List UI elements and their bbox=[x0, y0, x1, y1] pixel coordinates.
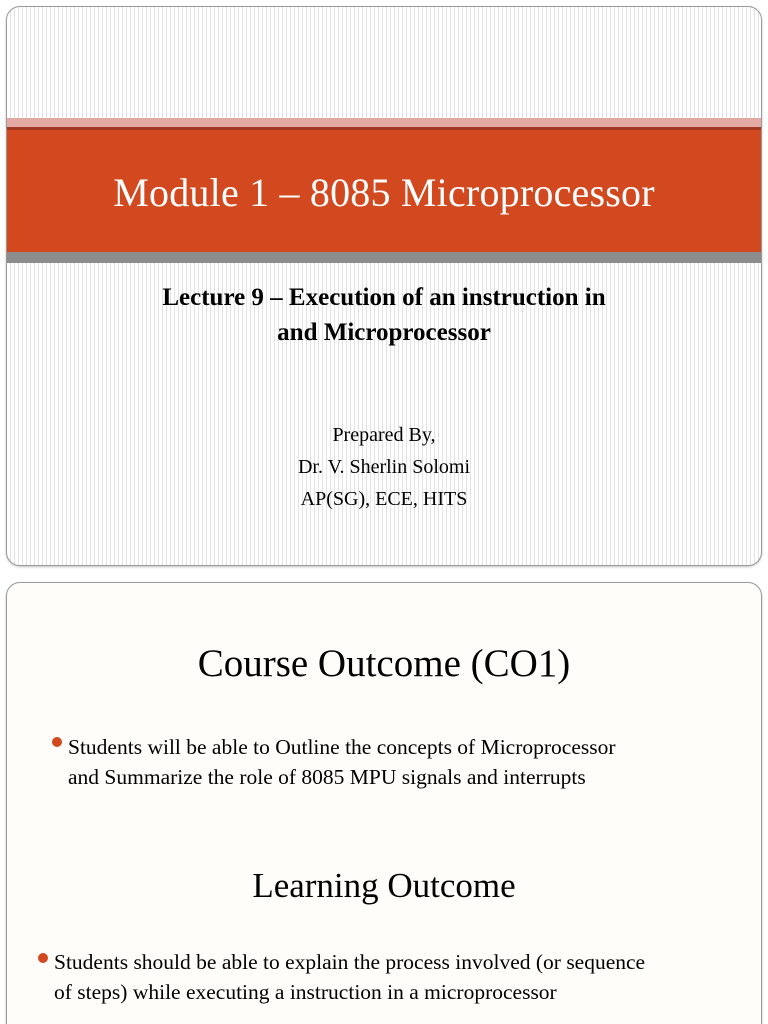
author-name: Dr. V. Sherlin Solomi bbox=[297, 456, 471, 478]
bullet-dot-icon bbox=[38, 953, 48, 963]
title-banner bbox=[7, 130, 761, 252]
lecture-subtitle bbox=[7, 280, 761, 350]
course-outcome-bullet bbox=[68, 732, 616, 792]
learning-outcome-heading: Learning Outcome bbox=[252, 866, 516, 905]
lecture-line-2: and Microprocessor bbox=[277, 319, 491, 346]
title-slide bbox=[6, 6, 762, 566]
decorative-band-light bbox=[7, 118, 761, 127]
prepared-by-label: Prepared By, bbox=[332, 424, 436, 446]
learning-outcome-line-1: Students should be able to explain the process involved (or sequence bbox=[54, 950, 646, 974]
decorative-band-gray bbox=[7, 252, 761, 263]
slide-title: Module 1 – 8085 Microprocessor bbox=[113, 169, 655, 215]
author-block bbox=[7, 419, 761, 515]
bullet-dot-icon bbox=[52, 737, 62, 747]
learning-outcome-bullet bbox=[54, 947, 645, 1007]
course-outcome-line-1: Students will be able to Outline the concepts of Microprocessor bbox=[68, 735, 616, 759]
outcomes-slide bbox=[6, 582, 762, 1024]
learning-outcome-line-2: of steps) while executing a instruction in a microprocessor bbox=[54, 980, 557, 1004]
author-affiliation: AP(SG), ECE, HITS bbox=[300, 488, 468, 510]
course-outcome-heading: Course Outcome (CO1) bbox=[197, 642, 571, 685]
lecture-line-1: Lecture 9 – Execution of an instruction in bbox=[162, 284, 606, 311]
course-outcome-line-2: and Summarize the role of 8085 MPU signals and interrupts bbox=[68, 765, 586, 789]
